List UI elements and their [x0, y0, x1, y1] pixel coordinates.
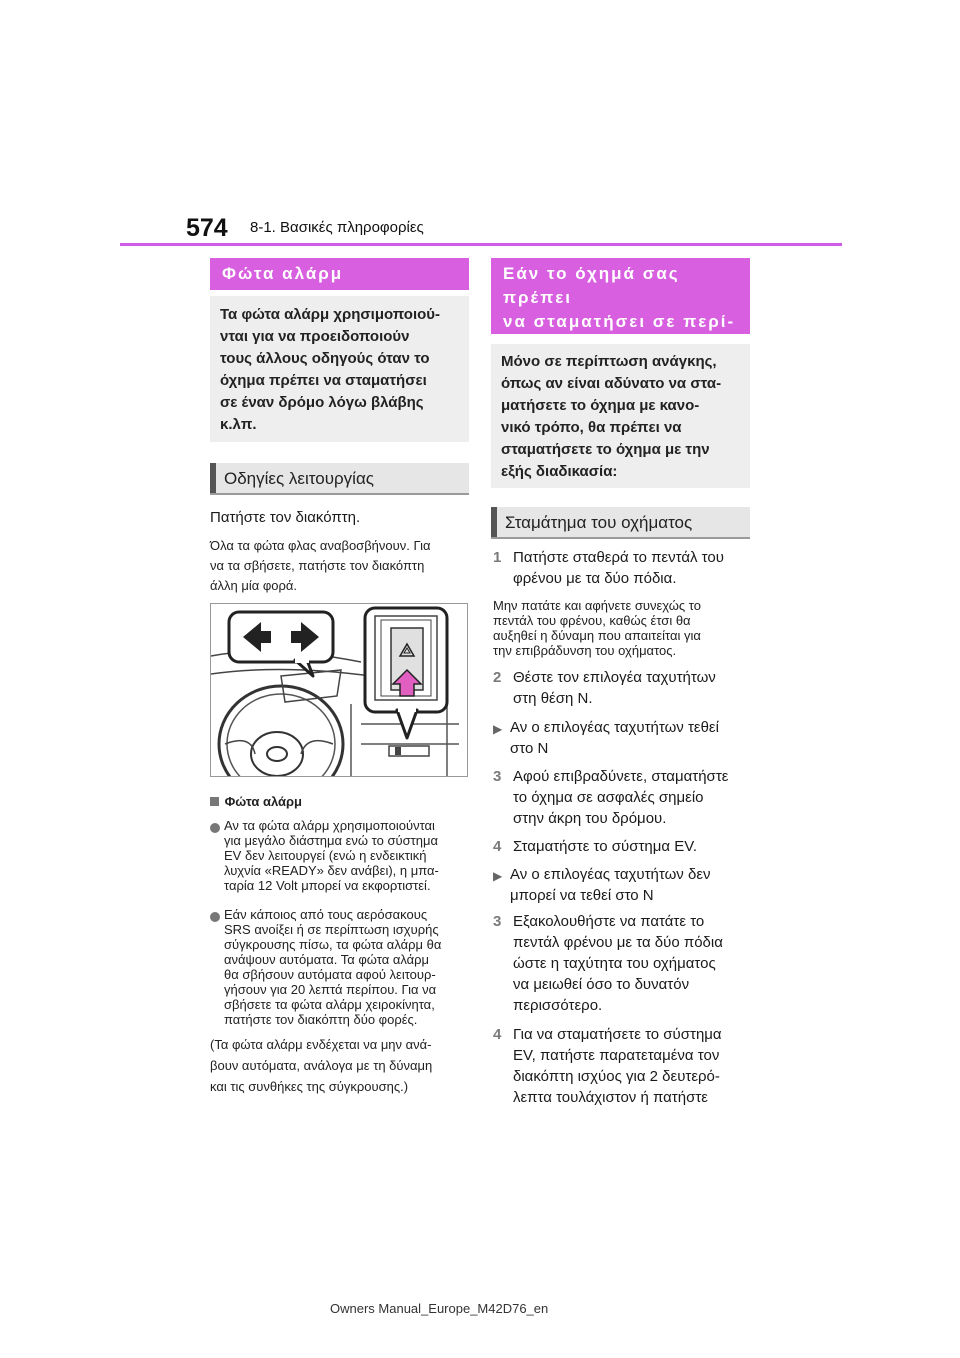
closing-line: βουν αυτόματα, ανάλογα με τη δύναμη: [210, 1058, 433, 1073]
intro-line: όχημα πρέπει να σταματήσει: [220, 372, 427, 389]
bullet-line: ανάψουν αυτόματα. Τα φώτα αλάρμ: [224, 952, 430, 967]
intro-line: ματήσετε το όχημα με κανο-: [501, 397, 700, 414]
bullet-line: θα σβήσουν αυτόματα αφού λειτουρ-: [224, 967, 436, 982]
condition-line: Αν ο επιλογέας ταχυτήτων δεν: [510, 866, 711, 883]
intro-line: σε έναν δρόμο λόγω βλάβης: [220, 394, 424, 411]
condition-line: Αν ο επιλογέας ταχυτήτων τεθεί: [510, 719, 719, 736]
bullet-line: ταρία 12 Volt μπορεί να εκφορτιστεί.: [224, 878, 431, 893]
press-note: [210, 536, 430, 596]
step-line: Για να σταματήσετε το σύστημα: [513, 1026, 722, 1043]
step-line: περισσότερο.: [513, 997, 603, 1014]
intro-line: νικό τρόπο, θα πρέπει να: [501, 419, 682, 436]
condition-1: [493, 717, 719, 759]
triangle-bullet-icon: ▶: [493, 869, 503, 883]
step-line: EV, πατήστε παρατεταμένα τον: [513, 1047, 720, 1064]
info-title-text: Φώτα αλάρμ: [224, 794, 303, 809]
condition-line: στο N: [510, 740, 549, 757]
step-3: [493, 766, 728, 829]
bullet-line: για μεγάλο διάστημα ενώ το σύστημα: [224, 833, 438, 848]
note-line: άλλη μία φορά.: [210, 578, 298, 593]
hazard-switch-illustration: [210, 603, 468, 777]
step-line: Σταματήστε το σύστημα EV.: [513, 838, 698, 855]
banner-text: Φώτα αλάρμ: [222, 264, 344, 283]
step-number: 3: [493, 768, 502, 785]
condition-line: μπορεί να τεθεί στο N: [510, 887, 654, 904]
step-line: Θέστε τον επιλογέα ταχυτήτων: [513, 669, 716, 686]
note-line: την επιβράδυνση του οχήματος.: [493, 643, 677, 658]
stopping-vehicle-heading: [491, 507, 750, 539]
press-switch-text: Πατήστε τον διακόπτη.: [210, 509, 361, 526]
step-number: 1: [493, 549, 502, 566]
step-line: Εξακολουθήστε να πατάτε το: [513, 913, 705, 930]
step-line: πεντάλ φρένου με τα δύο πόδια: [513, 934, 723, 951]
header-rule: [120, 243, 842, 246]
step-line: Πατήστε σταθερά το πεντάλ του: [513, 549, 724, 566]
step-line: το όχημα σε ασφαλές σημείο: [513, 789, 704, 806]
dashboard-drawing: [211, 604, 467, 776]
footer-text: Owners Manual_Europe_M42D76_en: [330, 1301, 549, 1316]
banner-line: να σταματήσει σε περί-: [503, 312, 736, 331]
step-line: στην άκρη του δρόμου.: [513, 810, 667, 827]
heading-text: Οδηγίες λειτουργίας: [224, 469, 374, 488]
note-line: Όλα τα φώτα φλας αναβοσβήνουν. Για: [210, 538, 431, 553]
bullet-line: γήσουν για 20 λεπτά περίπου. Για να: [224, 982, 437, 997]
closing-note: [210, 1034, 432, 1097]
triangle-bullet-icon: ▶: [493, 722, 503, 736]
bullet-line: πατήστε τον διακόπτη δύο φορές.: [224, 1012, 418, 1027]
operating-instructions-heading: [210, 463, 469, 495]
banner-line: Εάν το όχημά σας πρέπει: [503, 264, 680, 307]
emergency-stop-banner: [491, 258, 750, 334]
step-line: ώστε η ταχύτητα του οχήματος: [513, 955, 716, 972]
condition-2: [493, 864, 711, 906]
step-4b: [493, 1024, 722, 1108]
bullet-line: SRS ανοίξει ή σε περίπτωση ισχυρής: [224, 922, 439, 937]
step-1-note: [493, 598, 701, 658]
bullet-1: [224, 818, 439, 893]
bullet-line: λυχνία «READY» δεν ανάβει), η μπα-: [224, 863, 439, 878]
bullet-line: σβήσετε τα φώτα αλάρμ χειροκίνητα,: [224, 997, 435, 1012]
step-line: στη θέση N.: [513, 690, 593, 707]
note-line: αυξηθεί η δύναμη που απαιτείται για: [493, 628, 701, 643]
step-line: Αφού επιβραδύνετε, σταματήστε: [513, 768, 729, 785]
note-line: να τα σβήσετε, πατήστε τον διακόπτη: [210, 558, 425, 573]
step-line: να μειωθεί όσο το δυνατόν: [513, 976, 690, 993]
closing-line: και τις συνθήκες της σύγκρουσης.): [210, 1079, 409, 1094]
section-title: 8-1. Βασικές πληροφορίες: [250, 219, 424, 236]
info-title: [210, 794, 302, 809]
intro-line: σταματήσετε το όχημα με την: [501, 441, 710, 458]
intro-line: όπως αν είναι αδύνατο να στα-: [501, 375, 722, 392]
bullet-line: Εάν κάποιος από τους αερόσακους: [224, 907, 428, 922]
bullet-line: EV δεν λειτουργεί (ενώ η ενδεικτική: [224, 848, 427, 863]
step-3b: [493, 911, 723, 1016]
circle-bullet-icon: [210, 823, 220, 833]
circle-bullet-icon: [210, 912, 220, 922]
intro-line: τους άλλους οδηγούς όταν το: [220, 350, 430, 367]
intro-line: νται για να προειδοποιούν: [220, 328, 410, 345]
step-number: 4: [493, 838, 502, 855]
step-number: 4: [493, 1026, 502, 1043]
bullet-1-marker: [210, 820, 220, 838]
bullet-2-marker: [210, 909, 220, 927]
intro-line: Τα φώτα αλάρμ χρησιμοποιού-: [220, 306, 441, 323]
step-line: διακόπτη ισχύος για 2 δευτερό-: [513, 1068, 720, 1085]
hazard-intro-box: [210, 296, 469, 442]
step-number: 2: [493, 669, 502, 686]
square-bullet-icon: [210, 797, 219, 806]
step-4: [493, 836, 697, 857]
note-line: Μην πατάτε και αφήνετε συνεχώς το: [493, 598, 701, 613]
step-2: [493, 667, 716, 709]
step-line: φρένου με τα δύο πόδια.: [513, 570, 677, 587]
page-number: 574: [186, 214, 228, 242]
intro-line: κ.λπ.: [220, 416, 257, 433]
bullet-line: σύγκρουσης πίσω, τα φώτα αλάρμ θα: [224, 937, 442, 952]
heading-text: Σταμάτημα του οχήματος: [505, 513, 693, 532]
bullet-2: [224, 907, 441, 1027]
hazard-lights-banner: [210, 258, 469, 290]
step-number: 3: [493, 913, 502, 930]
emergency-intro-box: [491, 344, 750, 488]
step-line: λεπτα τουλάχιστον ή πατήστε: [513, 1089, 708, 1106]
intro-line: εξής διαδικασία:: [501, 463, 618, 480]
bullet-line: Αν τα φώτα αλάρμ χρησιμοποιούνται: [224, 818, 435, 833]
closing-line: (Τα φώτα αλάρμ ενδέχεται να μην ανά-: [210, 1037, 432, 1052]
step-1: [493, 547, 724, 589]
intro-line: Μόνο σε περίπτωση ανάγκης,: [501, 353, 717, 370]
note-line: πεντάλ του φρένου, καθώς έτσι θα: [493, 613, 691, 628]
